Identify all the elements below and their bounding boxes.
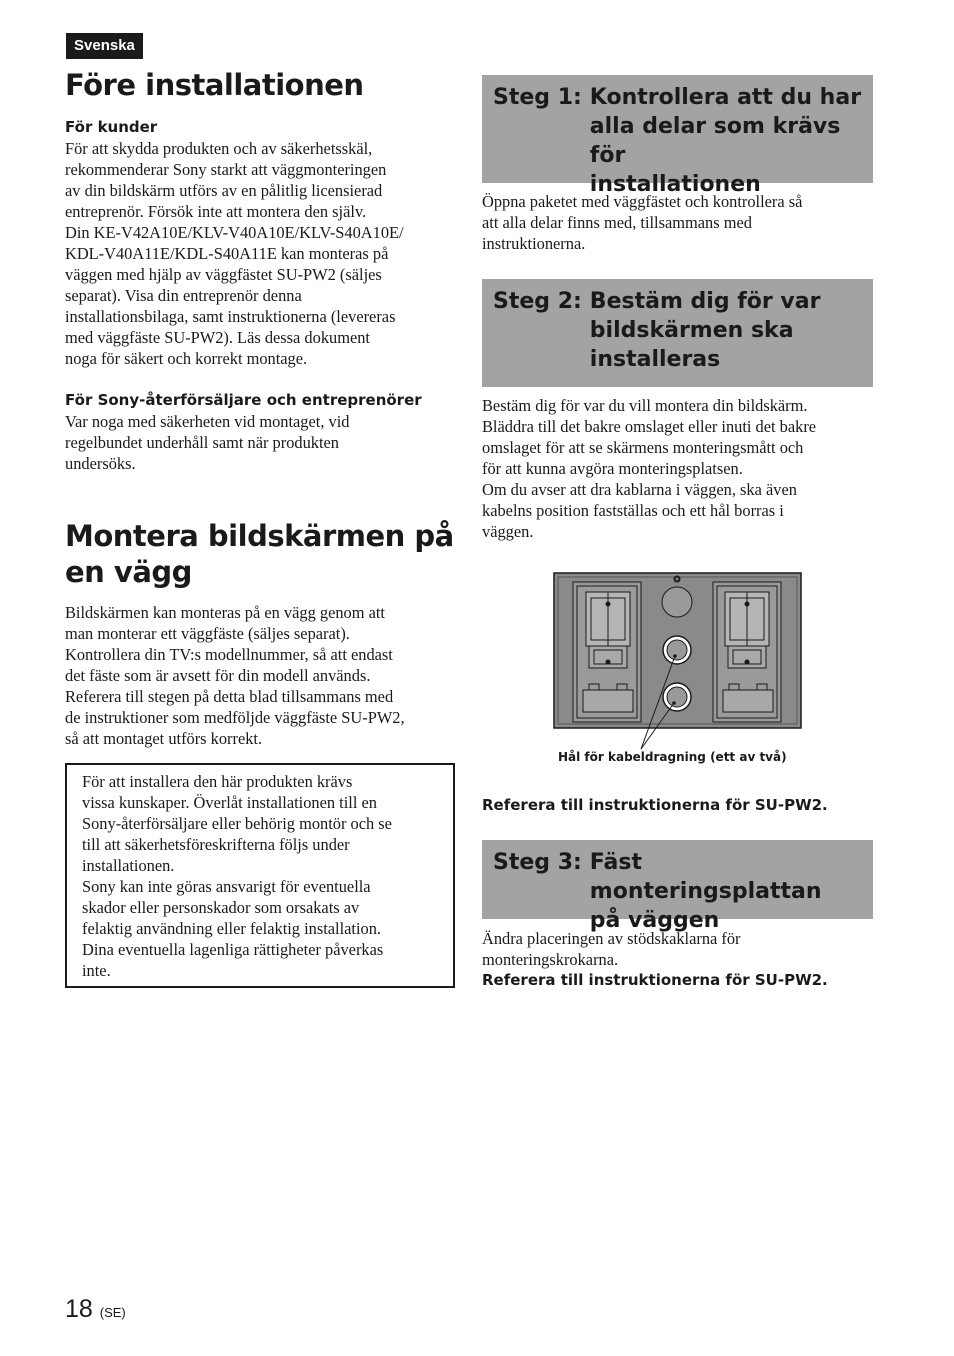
step1-paragraph: Öppna paketet med väggfästet och kontrollera så att alla delar finns med, tillsammans med instruktionerna.	[482, 192, 803, 253]
step2-title: Bestäm dig för var bildskärmen ska installeras	[589, 289, 821, 372]
right-bracket	[713, 582, 781, 722]
diagram-caption: Hål för kabeldragning (ett av två)	[558, 750, 787, 764]
reference-su-pw2-step3: Referera till instruktionerna för SU-PW2.	[482, 971, 828, 989]
step2-paragraph: Bestäm dig för var du vill montera din bildskärm. Bläddra till det bakre omslaget eller inuti det bakre omslaget för att se skärmens monteringsmått och för att kunna avgöra monteringsplatsen. Om du avser att dra kablarna i väggen, ska även kabelns position fastställas och ett hål borras i väggen.	[482, 396, 817, 541]
rear-panel-diagram	[553, 572, 803, 752]
cable-hole-icon	[663, 683, 691, 711]
subheading-for-kunder: För kunder	[65, 118, 158, 136]
language-tag: Svenska	[66, 33, 143, 59]
step3-title: Fäst monteringsplattan på väggen	[589, 850, 822, 933]
step2-number: Steg 2:	[493, 289, 582, 314]
heading-montera-bildskarmen: Montera bildskärmen på en vägg	[65, 519, 454, 589]
retailer-paragraph: Var noga med säkerheten vid montaget, vid regelbundet underhåll samt när produkten undersöks.	[65, 412, 350, 473]
page-number: 18 (SE)	[65, 1295, 126, 1323]
step3-bar	[482, 840, 873, 933]
subheading-retailers: För Sony-återförsäljare och entreprenörer	[65, 391, 422, 409]
cable-hole-icon	[663, 636, 691, 664]
step1-title: Kontrollera att du har alla delar som krävs för installationen	[589, 85, 862, 197]
step3-number: Steg 3:	[493, 850, 582, 875]
step3-paragraph: Ändra placeringen av stödskaklarna för monteringskrokarna.	[482, 929, 741, 969]
step1-bar	[482, 75, 873, 197]
mount-paragraph: Bildskärmen kan monteras på en vägg genom att man monterar ett väggfäste (säljes separat). Kontrollera din TV:s modellnummer, så att endast det fäste som är avsett för din modell används. Referera till stegen på detta blad tillsammans med de instruktioner som medföljde väggfäste SU-PW2, så att montaget utförs korrekt.	[65, 603, 405, 748]
kunder-paragraph: För att skydda produkten och av säkerhetsskäl, rekommenderar Sony starkt att väggmonteringen av din bildskärm utförs av en pålitlig licensierad entreprenör. Försök inte att montera den själv. Din KE-V42A10E/KLV-V40A10E/KLV-S40A10E/ KDL-V40A11E/KDL-S40A11E kan monteras på väggen med hjälp av väggfästet SU-PW2 (säljes separat). Visa din entreprenör denna installationsbilaga, samt instruktionerna (levereras med väggfäste SU-PW2). Läs dessa dokument noga för säkert och korrekt montage.	[65, 139, 404, 368]
upper-circle	[662, 587, 692, 617]
heading-fore-installationen: Före installationen	[65, 68, 364, 102]
step1-number: Steg 1:	[493, 85, 582, 110]
reference-su-pw2: Referera till instruktionerna för SU-PW2.	[482, 796, 828, 814]
left-bracket	[573, 582, 641, 722]
step2-bar	[482, 279, 873, 387]
notice-box: För att installera den här produkten krävs vissa kunskaper. Överlåt installationen till en Sony-återförsäljare eller behörig montör och se till att säkerhetsföreskrifterna följs under installationen. Sony kan inte göras ansvarigt för eventuella skador eller personskador som orsakats av felaktig användning eller felaktig installation. Dina eventuella lagenliga rättigheter påverkas inte.	[65, 763, 455, 988]
page-suffix: (SE)	[99, 1305, 126, 1320]
